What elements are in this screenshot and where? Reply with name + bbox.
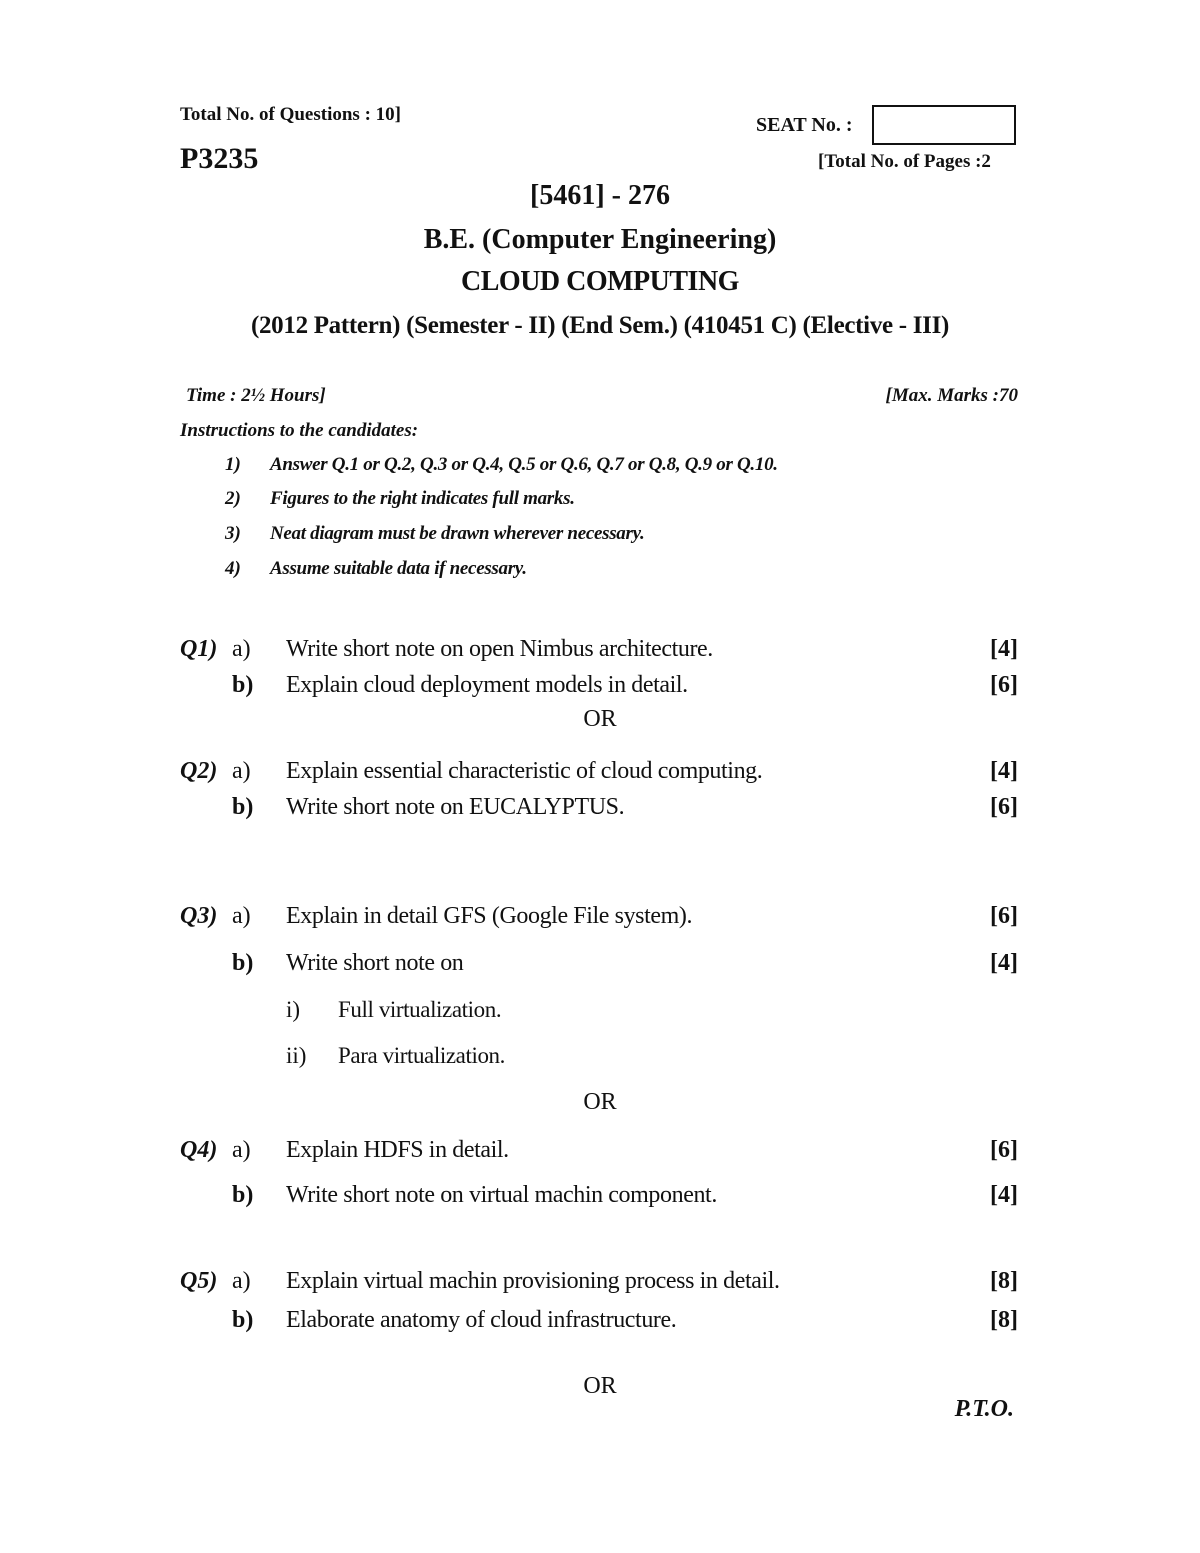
part-label: b) — [232, 794, 254, 820]
instruction-number: 3) — [225, 523, 241, 544]
marks: [4] — [990, 950, 1018, 976]
question-number: Q3) — [180, 903, 218, 929]
instruction-text: Neat diagram must be drawn wherever necessary. — [270, 523, 645, 544]
question-text: Write short note on — [286, 950, 464, 976]
total-questions: Total No. of Questions : 10] — [180, 104, 401, 125]
marks: [6] — [990, 1137, 1018, 1163]
question-text: Explain cloud deployment models in detail. — [286, 672, 688, 698]
part-label: a) — [232, 758, 251, 784]
paper-code: P3235 — [180, 142, 259, 175]
part-label: a) — [232, 1268, 251, 1294]
question-number: Q5) — [180, 1268, 218, 1294]
part-label: b) — [232, 950, 254, 976]
question-number: Q2) — [180, 758, 218, 784]
instruction-text: Assume suitable data if necessary. — [270, 558, 527, 579]
part-label: b) — [232, 1307, 254, 1333]
or-separator: OR — [583, 1373, 617, 1399]
question-text: Write short note on open Nimbus architecture. — [286, 636, 713, 662]
total-pages: [Total No. of Pages :2 — [818, 151, 991, 172]
marks: [4] — [990, 636, 1018, 662]
or-separator: OR — [583, 706, 617, 732]
max-marks: [Max. Marks :70 — [885, 385, 1018, 406]
part-label: a) — [232, 1137, 251, 1163]
subject-title: CLOUD COMPUTING — [461, 266, 739, 297]
exam-code: [5461] - 276 — [530, 180, 670, 211]
sub-part-label: i) — [286, 997, 301, 1022]
pto-label: P.T.O. — [954, 1396, 1014, 1422]
part-label: b) — [232, 672, 254, 698]
pattern-line: (2012 Pattern) (Semester - II) (End Sem.) (410451 C) (Elective - III) — [250, 312, 950, 339]
marks: [6] — [990, 903, 1018, 929]
seat-label: SEAT No. : — [756, 114, 853, 136]
part-label: a) — [232, 903, 251, 929]
sub-part-text: Para virtualization. — [338, 1043, 505, 1068]
degree-title: B.E. (Computer Engineering) — [423, 224, 777, 255]
instruction-number: 1) — [225, 454, 241, 475]
part-label: a) — [232, 636, 251, 662]
marks: [8] — [990, 1307, 1018, 1333]
question-text: Explain in detail GFS (Google File system). — [286, 903, 693, 929]
instruction-text: Figures to the right indicates full marks. — [270, 488, 575, 509]
instruction-text: Answer Q.1 or Q.2, Q.3 or Q.4, Q.5 or Q.6, Q.7 or Q.8, Q.9 or Q.10. — [270, 454, 778, 475]
sub-part-label: ii) — [286, 1043, 307, 1068]
marks: [8] — [990, 1268, 1018, 1294]
question-text: Explain essential characteristic of cloud computing. — [286, 758, 763, 784]
marks: [4] — [990, 1182, 1018, 1208]
question-number: Q4) — [180, 1137, 218, 1163]
or-separator: OR — [583, 1089, 617, 1115]
marks: [4] — [990, 758, 1018, 784]
question-text: Write short note on virtual machin component. — [286, 1182, 717, 1208]
part-label: b) — [232, 1182, 254, 1208]
sub-part-text: Full virtualization. — [338, 997, 502, 1022]
seat-number-box[interactable] — [872, 105, 1016, 145]
instruction-number: 4) — [225, 558, 241, 579]
time-allowed: Time : 2½ Hours] — [186, 385, 326, 406]
question-text: Explain virtual machin provisioning process in detail. — [286, 1268, 780, 1294]
question-text: Elaborate anatomy of cloud infrastructure. — [286, 1307, 677, 1333]
marks: [6] — [990, 672, 1018, 698]
question-text: Write short note on EUCALYPTUS. — [286, 794, 625, 820]
question-text: Explain HDFS in detail. — [286, 1137, 509, 1163]
question-number: Q1) — [180, 636, 218, 662]
marks: [6] — [990, 794, 1018, 820]
instruction-number: 2) — [225, 488, 241, 509]
instructions-title: Instructions to the candidates: — [180, 420, 419, 441]
